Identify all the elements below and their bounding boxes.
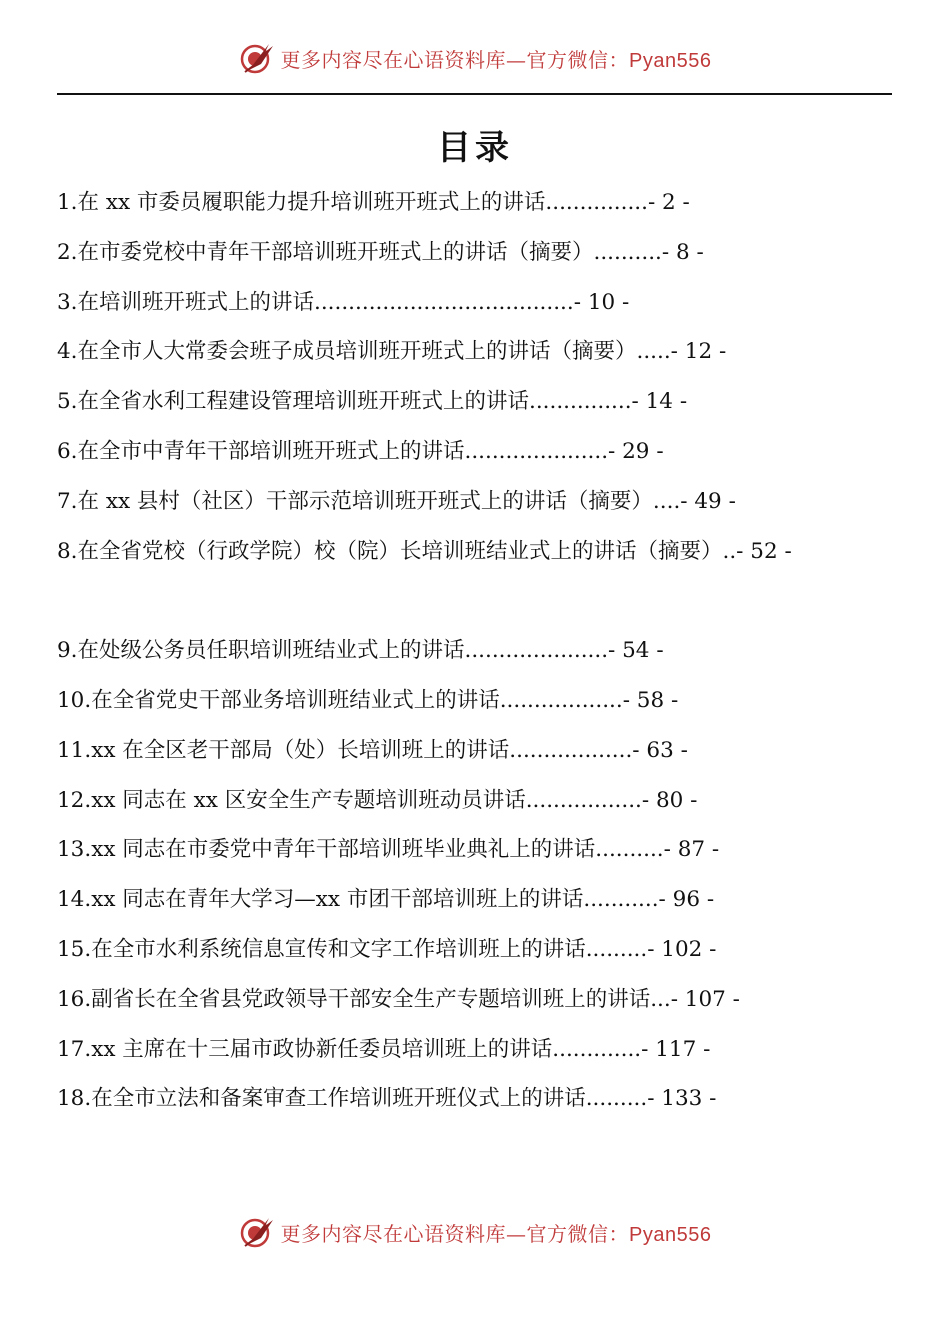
toc-entry[interactable]: 9.在处级公务员任职培训班结业式上的讲话.....................- 54 - — [57, 638, 664, 664]
toc-entry[interactable]: 7.在 xx 县村（社区）干部示范培训班开班式上的讲话（摘要）....- 49 - — [57, 488, 736, 514]
toc-entry[interactable]: 4.在全市人大常委会班子成员培训班开班式上的讲话（摘要）.....- 12 - — [57, 339, 727, 365]
quill-pen-logo-icon — [239, 1214, 275, 1250]
footer-banner-wechat: Pyan556 — [629, 1223, 712, 1246]
footer-banner — [0, 1212, 950, 1252]
toc-entry[interactable]: 13.xx 同志在市委党中青年干部培训班毕业典礼上的讲话..........- 87 - — [57, 837, 720, 863]
toc-entry[interactable]: 18.在全市立法和备案审查工作培训班开班仪式上的讲话.........- 133 - — [57, 1086, 717, 1112]
footer-banner-site: 更多内容尽在心语资料库—官方微信： — [280, 1221, 630, 1246]
toc-entry[interactable]: 15.在全市水利系统信息宣传和文字工作培训班上的讲话.........- 102 - — [57, 936, 717, 962]
toc-entry[interactable]: 17.xx 主席在十三届市政协新任委员培训班上的讲话.............- 117 - — [57, 1036, 711, 1062]
page-title: 目录 — [437, 128, 513, 168]
toc-entry[interactable]: 8.在全省党校（行政学院）校（院）长培训班结业式上的讲话（摘要）..- 52 - — [57, 538, 792, 564]
header-banner-text — [281, 44, 712, 73]
toc-entry[interactable]: 14.xx 同志在青年大学习—xx 市团干部培训班上的讲话...........- 96 - — [57, 887, 715, 913]
toc-entry[interactable]: 12.xx 同志在 xx 区安全生产专题培训班动员讲话.................- 80 - — [57, 787, 698, 813]
toc-entry[interactable]: 5.在全省水利工程建设管理培训班开班式上的讲话...............- 14 - — [57, 389, 688, 415]
toc-entry[interactable]: 6.在全市中青年干部培训班开班式上的讲话.....................- 29 - — [57, 438, 664, 464]
toc-entry[interactable]: 11.xx 在全区老干部局（处）长培训班上的讲话..................- 63 - — [57, 737, 688, 763]
footer-banner-text — [281, 1218, 712, 1247]
toc-entry[interactable]: 1.在 xx 市委员履职能力提升培训班开班式上的讲话...............- 2 - — [57, 190, 690, 215]
header-banner-site: 更多内容尽在心语资料库—官方微信： — [280, 47, 630, 72]
toc-entry[interactable]: 3.在培训班开班式上的讲话......................................- 10 - — [57, 289, 630, 315]
toc-entry[interactable]: 16.副省长在全省县党政领导干部安全生产专题培训班上的讲话...- 107 - — [57, 986, 740, 1012]
toc-entry[interactable]: 2.在市委党校中青年干部培训班开班式上的讲话（摘要）..........- 8 - — [57, 239, 704, 265]
toc-entry[interactable]: 10.在全省党史干部业务培训班结业式上的讲话..................- 58 - — [57, 687, 679, 713]
quill-pen-logo-icon — [239, 40, 275, 76]
header-divider — [57, 93, 892, 95]
header-banner — [0, 38, 950, 78]
header-banner-wechat: Pyan556 — [629, 49, 712, 72]
table-of-contents — [57, 178, 892, 1124]
